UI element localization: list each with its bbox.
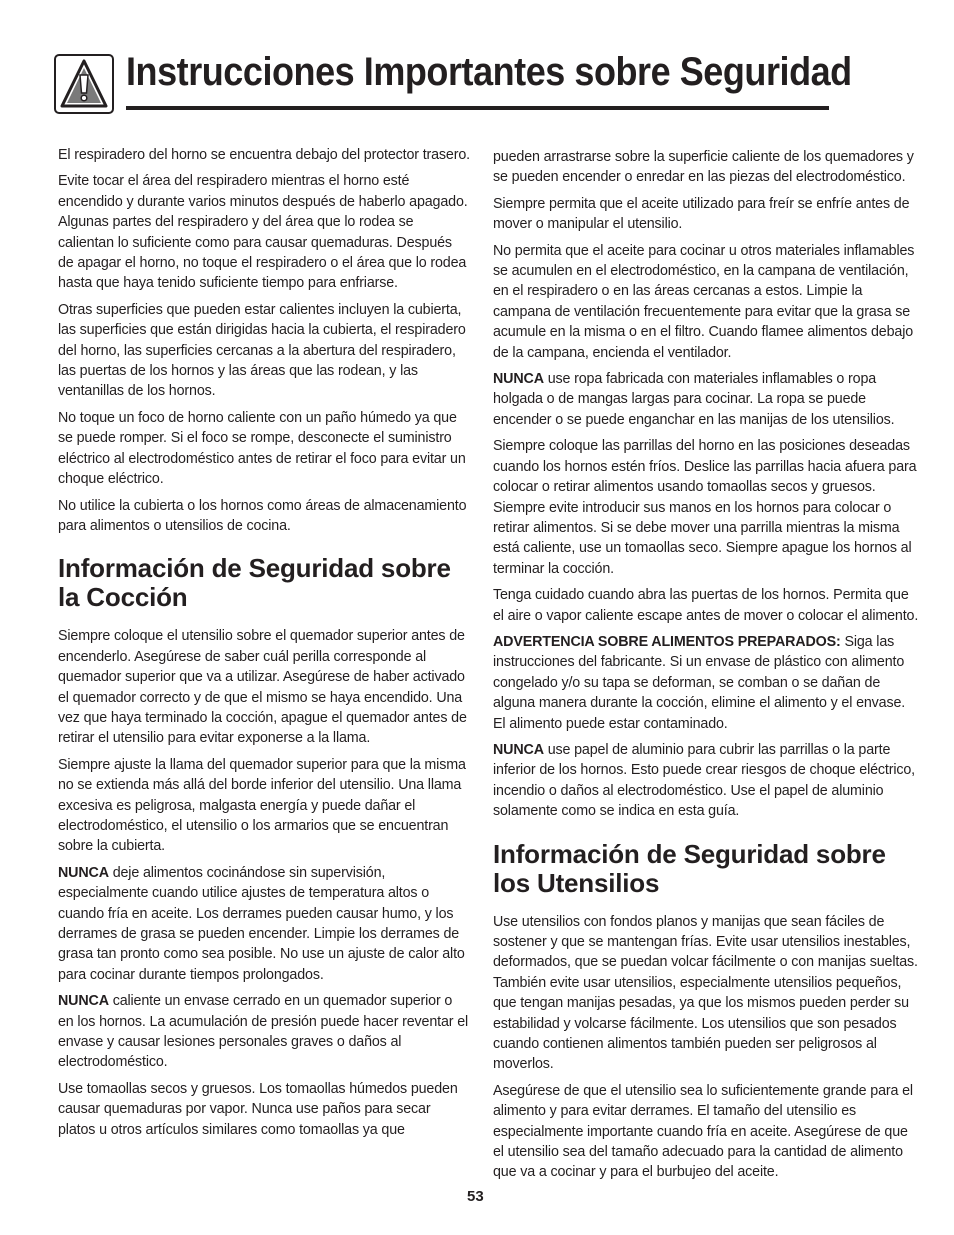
- paragraph-text: use ropa fabricada con materiales inflamables o ropa holgada o de mangas largas para cocinar. La ropa se puede encender o se puede enganchar en las manijas de los utensilios.: [493, 371, 895, 428]
- paragraph: Siempre coloque las parrillas del horno en las posiciones deseadas cuando los hornos estén fríos. Deslice las parrillas hacia afuera para colocar o retirar alimentos usando tomaollas secos y gruesos. Siempre evite introducir sus manos en los hornos para colocar o retirar alimentos. Si se debe mover una parrilla mientras la misma está caliente, use un tomaollas seco. Siempre apague los hornos al terminar la cocción.: [493, 438, 917, 577]
- left-column: [58, 145, 470, 1146]
- paragraph: Asegúrese de que el utensilio sea lo suficientemente grande para el alimento y para evitar derrames. El tamaño del utensilio es especialmente importante cuando fría en aceite. Asegúrese de que el utensilio sea del tamaño adecuado para la cantidad de alimento que va a cocinar y para el burbujeo del aceite.: [493, 1082, 913, 1181]
- warning-lead: NUNCA: [493, 371, 544, 388]
- paragraph-text: use papel de aluminio para cubrir las parrillas o la parte inferior de los hornos. Esto puede crear riesgos de choque eléctrico, incendio o daños al electrodoméstico. Use el papel de aluminio solamente como se indica en esta guía.: [493, 741, 915, 820]
- paragraph: [493, 740, 919, 822]
- paragraph: Otras superficies que pueden estar calientes incluyen la cubierta, las superficies que están dirigidas hacia la cubierta, el respiradero del horno, las superficies cercanas a la abertura del respiradero, las puertas de los hornos y las áreas que las rodean, y las ventanillas de los hornos.: [58, 301, 466, 400]
- warning-lead: NUNCA: [493, 741, 544, 758]
- paragraph: Use utensilios con fondos planos y manijas que sean fáciles de sostener y que se mantengan frías. Evite usar utensilios inestables, deformados, que se puedan volcar fácilmente o con manijas sueltas. También evite usar utensilios, especialmente utensilios pequeños, que tengan manijas pesadas, ya que los mismos pueden perder su estabilidad y volcarse fácilmente. Los utensilios que son pesados cuando contienen alimentos también pueden ser peligrosos al moverlos.: [493, 913, 918, 1073]
- title-underline: [126, 106, 829, 110]
- page-number: 53: [467, 1188, 484, 1205]
- paragraph: [493, 632, 919, 734]
- paragraph: [493, 369, 919, 430]
- paragraph-text: Siga las instrucciones del fabricante. Si un envase de plástico con alimento congelado y/o su tapa se deforman, se comban o se dañan de alguna manera durante la cocción, elimine el alimento y el envase. El alimento puede estar contaminado.: [493, 633, 906, 732]
- warning-lead: NUNCA: [58, 993, 109, 1010]
- paragraph: Use tomaollas secos y gruesos. Los tomaollas húmedos pueden causar quemaduras por vapor. Nunca use paños para secar platos u otros artículos similares como tomaollas ya que: [58, 1080, 458, 1138]
- paragraph: El respiradero del horno se encuentra debajo del protector trasero.: [58, 147, 470, 163]
- page-header: [54, 50, 852, 112]
- warning-lead: ADVERTENCIA SOBRE ALIMENTOS PREPARADOS:: [493, 633, 841, 650]
- paragraph: No utilice la cubierta o los hornos como áreas de almacenamiento para alimentos o utensilios de cocina.: [58, 497, 467, 534]
- warning-triangle-graphic: [60, 59, 108, 109]
- paragraph: [58, 991, 470, 1073]
- paragraph: Siempre ajuste la llama del quemador superior para que la misma no se extienda más allá del borde inferior del utensilio. Una llama excesiva es peligrosa, malgasta energía y puede dañar el electrodoméstico, el utensilio o los armarios que se encuentran sobre la cubierta.: [58, 756, 466, 855]
- paragraph: Siempre coloque el utensilio sobre el quemador superior antes de encenderlo. Asegúrese de saber cuál perilla corresponde al quemador superior que va a utilizar. Asegúrese de haber activado el quemador correcto y de que el mismo se haya encendido. Una vez que haya terminado la cocción, apague el quemador antes de retirar el utensilio para evitar exponerse a la llama.: [58, 628, 467, 747]
- warning-triangle-icon: [54, 54, 114, 114]
- paragraph: Evite tocar el área del respiradero mientras el horno esté encendido y durante varios minutos después de haberlo apagado. Algunas partes del respiradero y del área que lo rodea se calientan lo suficiente como para causar quemaduras. Después de apagar el horno, no toque el respiradero o el área que lo rodea hasta que haya tenido suficiente tiempo para enfriarse.: [58, 173, 468, 292]
- right-column: [493, 147, 919, 1189]
- paragraph-text: deje alimentos cocinándose sin supervisión, especialmente cuando utilice ajustes de temperatura altos o cuando fría en aceite. Los derrames pueden causar humo, y los derrames de grasa se pueden encender. Limpie los derrames de grasa tan pronto como sea posible. No use un ajuste de calor alto para cocinar durante tiempos prolongados.: [58, 864, 465, 983]
- page-title: Instrucciones Importantes sobre Seguridad: [126, 50, 852, 94]
- paragraph: Tenga cuidado cuando abra las puertas de los hornos. Permita que el aire o vapor caliente escape antes de mover o colocar el alimento.: [493, 587, 919, 624]
- paragraph-text: caliente un envase cerrado en un quemador superior o en los hornos. La acumulación de presión puede hacer reventar el envase y causar lesiones personales graves o daños al electrodoméstico.: [58, 993, 469, 1071]
- paragraph: pueden arrastrarse sobre la superficie caliente de los quemadores y se pueden encender o enredar en las piezas del electrodoméstico.: [493, 149, 914, 186]
- section-heading-cooking: Información de Seguridad sobre la Cocción: [58, 553, 451, 613]
- paragraph: No toque un foco de horno caliente con un paño húmedo ya que se puede romper. Si el foco se rompe, desconecte el suministro eléctrico al electrodoméstico antes de retirar el foco para evitar un choque eléctrico.: [58, 409, 466, 488]
- paragraph: No permita que el aceite para cocinar u otros materiales inflamables se acumulen en el electrodoméstico, en la campana de ventilación, en el respiradero o en las áreas cercanas a estos. Limpie la campana de ventilación frecuentemente para evitar que la grasa se acumule en la misma o en el filtro. Cuando flamee alimentos debajo de la campana, encienda el ventilador.: [493, 242, 915, 361]
- paragraph: Siempre permita que el aceite utilizado para freír se enfríe antes de mover o manipular el utensilio.: [493, 195, 910, 233]
- warning-lead: NUNCA: [58, 864, 109, 881]
- paragraph: [58, 863, 470, 985]
- section-heading-utensils: Información de Seguridad sobre los Utensilios: [493, 838, 886, 898]
